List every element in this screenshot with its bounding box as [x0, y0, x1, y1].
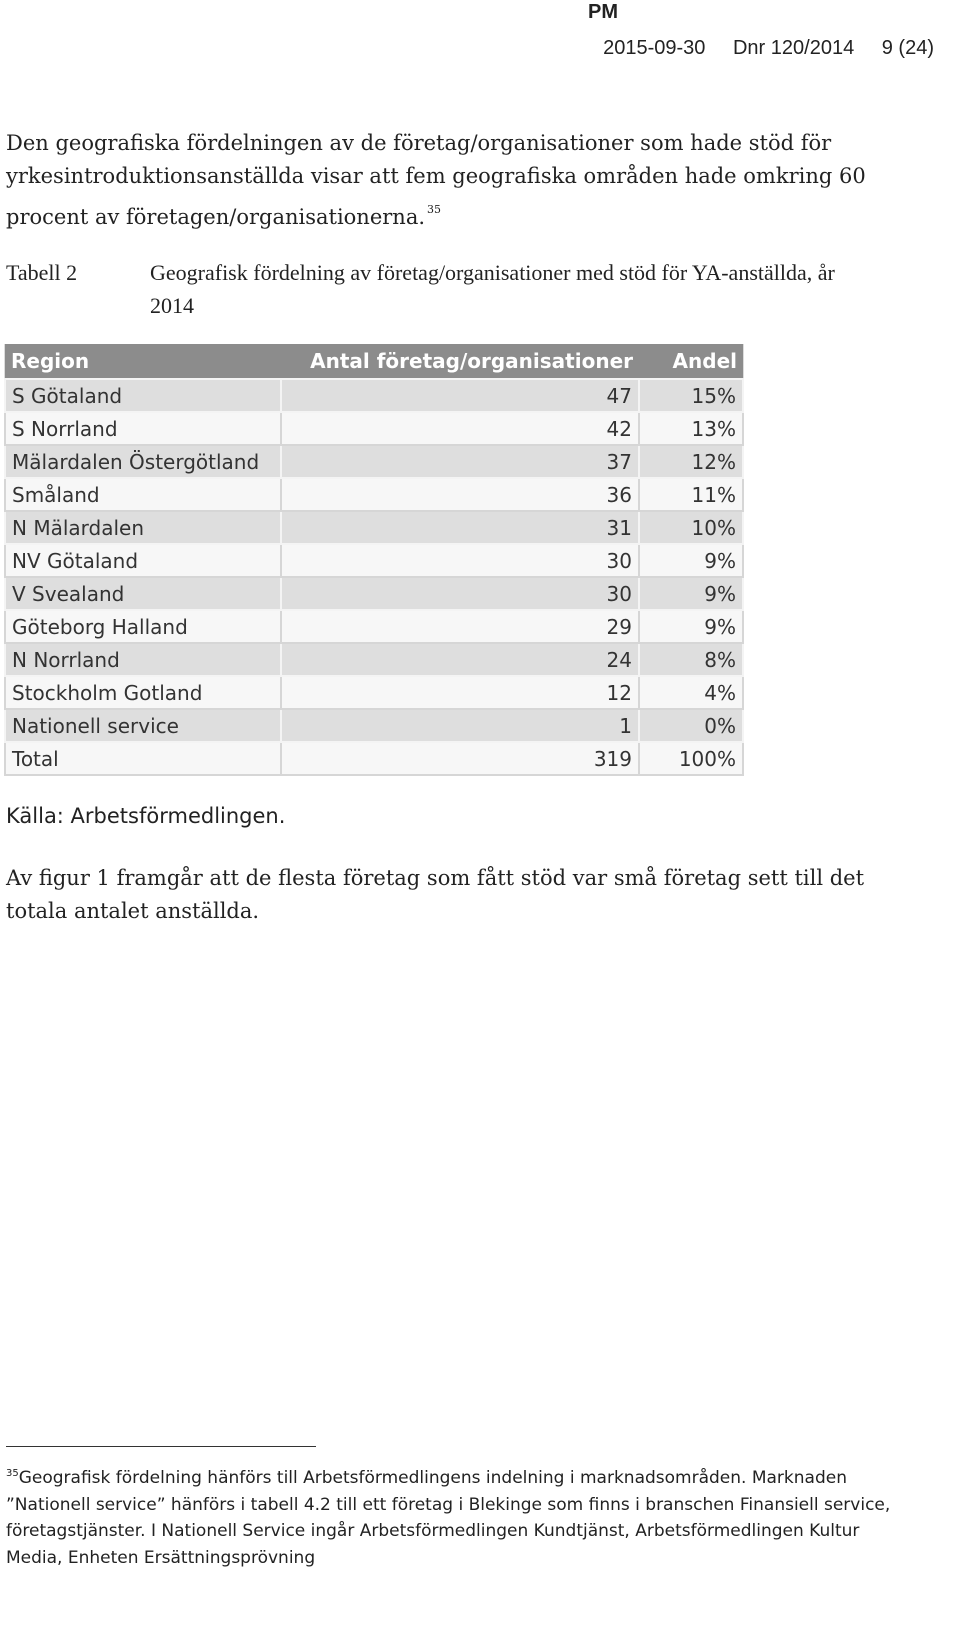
- table-label: Tabell 2: [6, 260, 78, 285]
- cell-region: Småland: [5, 478, 281, 511]
- table-row: [5, 643, 743, 676]
- footnote-text: Geografisk fördelning hänförs till Arbetsförmedlingens indelning i marknadsområden. Marknaden ”Nationell service” hänförs i tabell 4.2 till ett företag i Blekinge som finns i branschen Finansiell service, företagstjänster. I Nationell Service ingår Arbetsförmedlingen Kundtjänst, Arbetsförmedlingen Kultur Media, Enheten Ersättningsprövning: [6, 1468, 891, 1568]
- cell-antal: 24: [281, 643, 639, 676]
- region-table: [4, 344, 744, 776]
- footnote-ref[interactable]: 35: [427, 203, 442, 216]
- header-andel: Andel: [639, 344, 743, 379]
- cell-region: V Svealand: [5, 577, 281, 610]
- footnote-number: 35: [6, 1468, 19, 1479]
- cell-andel: 0%: [639, 709, 743, 742]
- cell-region: N Norrland: [5, 643, 281, 676]
- header-region: Region: [5, 344, 281, 379]
- cell-andel: 13%: [639, 412, 743, 445]
- table-row: [5, 478, 743, 511]
- cell-andel: 11%: [639, 478, 743, 511]
- cell-antal: 30: [281, 577, 639, 610]
- table-row: [5, 511, 743, 544]
- cell-antal: 47: [281, 379, 639, 412]
- intro-text: Den geografiska fördelningen av de företag/organisationer som hade stöd för yrkesintroduktionsanställda visar att fem geografiska områden hade omkring 60 procent av företagen/organisationerna.: [6, 131, 866, 229]
- cell-antal: 319: [281, 742, 639, 775]
- doc-dnr: Dnr 120/2014: [732, 37, 855, 59]
- table-row: [5, 445, 743, 478]
- cell-antal: 31: [281, 511, 639, 544]
- body-paragraph: Av figur 1 framgår att de flesta företag som fått stöd var små företag sett till det totala antalet anställda.: [6, 866, 865, 923]
- intro-paragraph: [6, 127, 906, 234]
- table-row: [5, 610, 743, 643]
- cell-andel: 9%: [639, 577, 743, 610]
- cell-antal: 30: [281, 544, 639, 577]
- cell-andel: 100%: [639, 742, 743, 775]
- cell-andel: 8%: [639, 643, 743, 676]
- table-header-row: [5, 344, 743, 379]
- table-source: Källa: Arbetsförmedlingen.: [6, 804, 286, 828]
- cell-antal: 37: [281, 445, 639, 478]
- table-row: [5, 544, 743, 577]
- footnote: [6, 1461, 906, 1571]
- cell-region: Nationell service: [5, 709, 281, 742]
- table-body: [5, 379, 743, 775]
- table-title: Geografisk fördelning av företag/organisationer med stöd för YA-anställda, år 2014: [150, 260, 835, 318]
- table-row: [5, 412, 743, 445]
- cell-region: S Götaland: [5, 379, 281, 412]
- header-antal: Antal företag/organisationer: [281, 344, 639, 379]
- table-row: [5, 676, 743, 709]
- cell-region: NV Götaland: [5, 544, 281, 577]
- cell-antal: 42: [281, 412, 639, 445]
- cell-andel: 4%: [639, 676, 743, 709]
- cell-antal: 36: [281, 478, 639, 511]
- table-row: [5, 379, 743, 412]
- cell-andel: 9%: [639, 610, 743, 643]
- cell-antal: 1: [281, 709, 639, 742]
- cell-andel: 15%: [639, 379, 743, 412]
- cell-antal: 12: [281, 676, 639, 709]
- cell-region: Mälardalen Östergötland: [5, 445, 281, 478]
- table-row: [5, 709, 743, 742]
- footnote-separator: [6, 1446, 316, 1447]
- cell-region: Stockholm Gotland: [5, 676, 281, 709]
- cell-antal: 29: [281, 610, 639, 643]
- doc-type: PM: [588, 1, 618, 23]
- doc-date: 2015-09-30: [603, 37, 706, 59]
- cell-region: S Norrland: [5, 412, 281, 445]
- cell-andel: 10%: [639, 511, 743, 544]
- page-number: 9 (24): [881, 37, 934, 59]
- cell-region: Total: [5, 742, 281, 775]
- doc-meta: [581, 36, 934, 60]
- cell-andel: 12%: [639, 445, 743, 478]
- cell-andel: 9%: [639, 544, 743, 577]
- table-row: [5, 742, 743, 775]
- table-row: [5, 577, 743, 610]
- cell-region: Göteborg Halland: [5, 610, 281, 643]
- cell-region: N Mälardalen: [5, 511, 281, 544]
